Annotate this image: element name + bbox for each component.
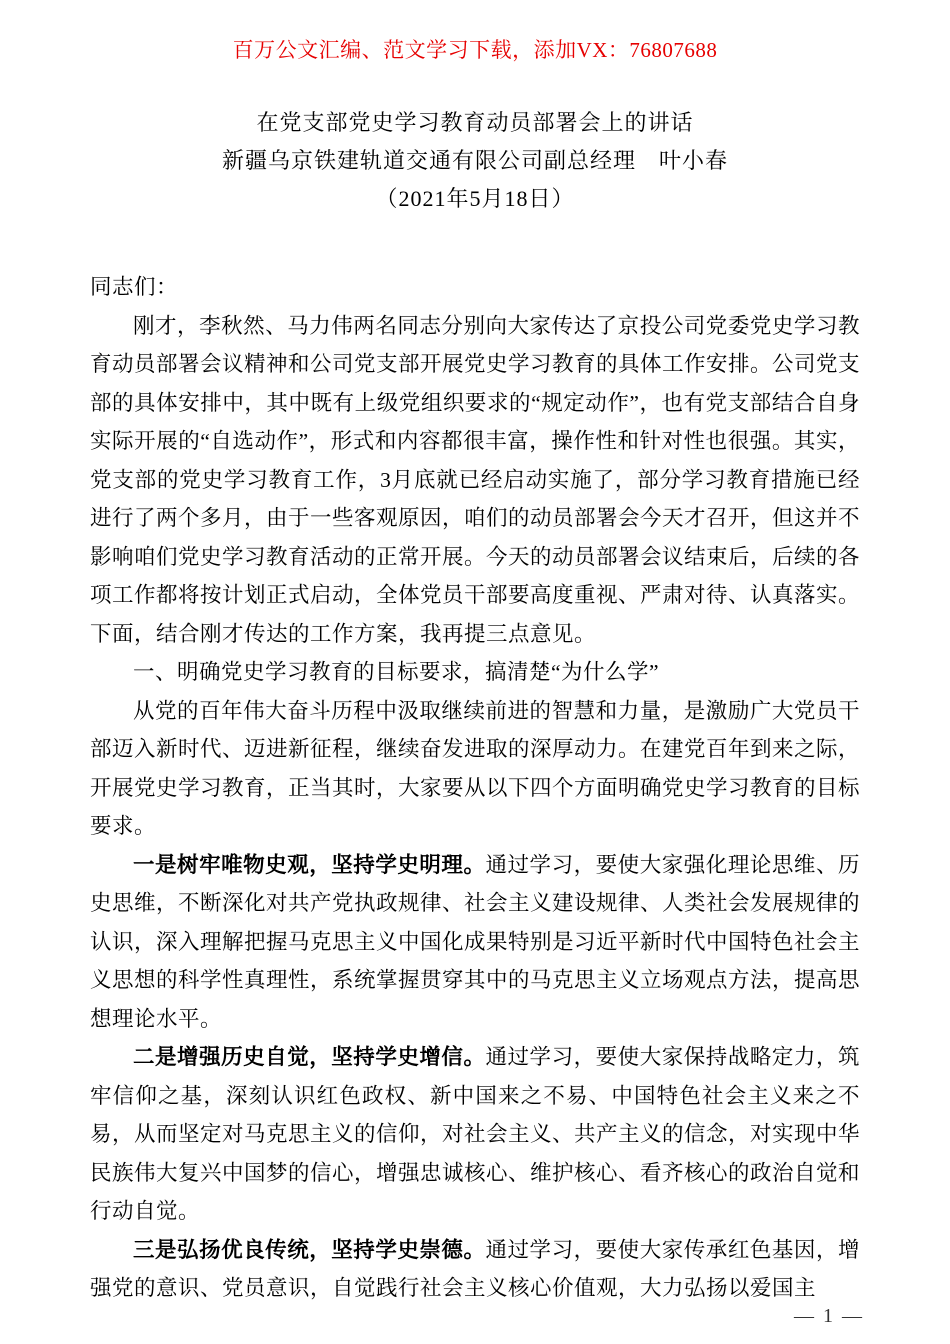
paragraph-lead-bold: 二是增强历史自觉，坚持学史增信。 (133, 1045, 486, 1069)
title-block (90, 104, 860, 218)
paragraph-lead-bold: 三是弘扬优良传统，坚持学史崇德。 (133, 1237, 486, 1262)
header-notice: 百万公文汇编、范文学习下载，添加VX：76807688 (232, 38, 718, 62)
document-date: （2021年5月18日） (375, 186, 575, 211)
paragraph-goal (90, 692, 860, 846)
section-heading-1 (90, 653, 860, 692)
paragraph-text: 通过学习，要使大家传承红色基因，增强党的意识、党员意识，自觉践行社会主义核心价值观，大力弘扬以爱国主 (90, 1237, 860, 1300)
paragraph-text: 从党的百年伟大奋斗历程中汲取继续前进的智慧和力量，是激励广大党员干部迈入新时代、迈进新征程，继续奋发进取的深厚动力。在建党百年到来之际，开展党史学习教育，正当其时，大家要从以下四个方面明确党史学习教育的目标要求。 (90, 698, 861, 838)
document-author-line: 新疆乌京铁建轨道交通有限公司副总经理 叶小春 (221, 148, 728, 173)
paragraph-point-3 (90, 1231, 860, 1308)
paragraph-lead-bold: 一是树牢唯物史观，坚持学史明理。 (133, 852, 486, 877)
paragraph-text: 通过学习，要使大家强化理论思维、历史思维，不断深化对共产党执政规律、社会主义建设规律、人类社会发展规律的认识，深入理解把握马克思主义中国化成果特别是习近平新时代中国特色社会主义思想的科学性真理性，系统掌握贯穿其中的马克思主义立场观点方法，提高思想理论水平。 (90, 852, 861, 1031)
paragraph-text: 刚才，李秋然、马力伟两名同志分别向大家传达了京投公司党委党史学习教育动员部署会议精神和公司党支部开展党史学习教育的具体工作安排。公司党支部的具体安排中，其中既有上级党组织要求的“规定动作”，也有党支部结合自身实际开展的“自选动作”，形式和内容都很丰富，操作性和针对性也很强。其实，党支部的党史学习教育工作，3月底就已经启动实施了，部分学习教育措施已经进行了两个多月，由于一些客观原因，咱们的动员部署会今天才召开，但这并不影响咱们党史学习教育活动的正常开展。今天的动员部署会议结束后，后续的各项工作都将按计划正式启动，全体党员干部要高度重视、严肃对待、认真落实。下面，结合刚才传达的工作方案，我再提三点意见。 (90, 313, 861, 646)
page-number: — 1 — (794, 1305, 864, 1327)
document-body (90, 268, 860, 1308)
paragraph-point-1 (90, 846, 860, 1039)
document-title: 在党支部党史学习教育动员部署会上的讲话 (256, 110, 694, 135)
paragraph-text: 通过学习，要使大家保持战略定力，筑牢信仰之基，深刻认识红色政权、新中国来之不易、中国特色社会主义来之不易，从而坚定对马克思主义的信仰，对社会主义、共产主义的信念，对实现中华民族伟大复兴中国梦的信心，增强忠诚核心、维护核心、看齐核心的政治自觉和行动自觉。 (90, 1045, 861, 1223)
salutation: 同志们： (90, 275, 179, 299)
section-heading-text: 一、明确党史学习教育的目标要求，搞清楚“为什么学” (133, 660, 660, 684)
paragraph-intro (90, 307, 860, 654)
paragraph-point-2 (90, 1038, 860, 1231)
